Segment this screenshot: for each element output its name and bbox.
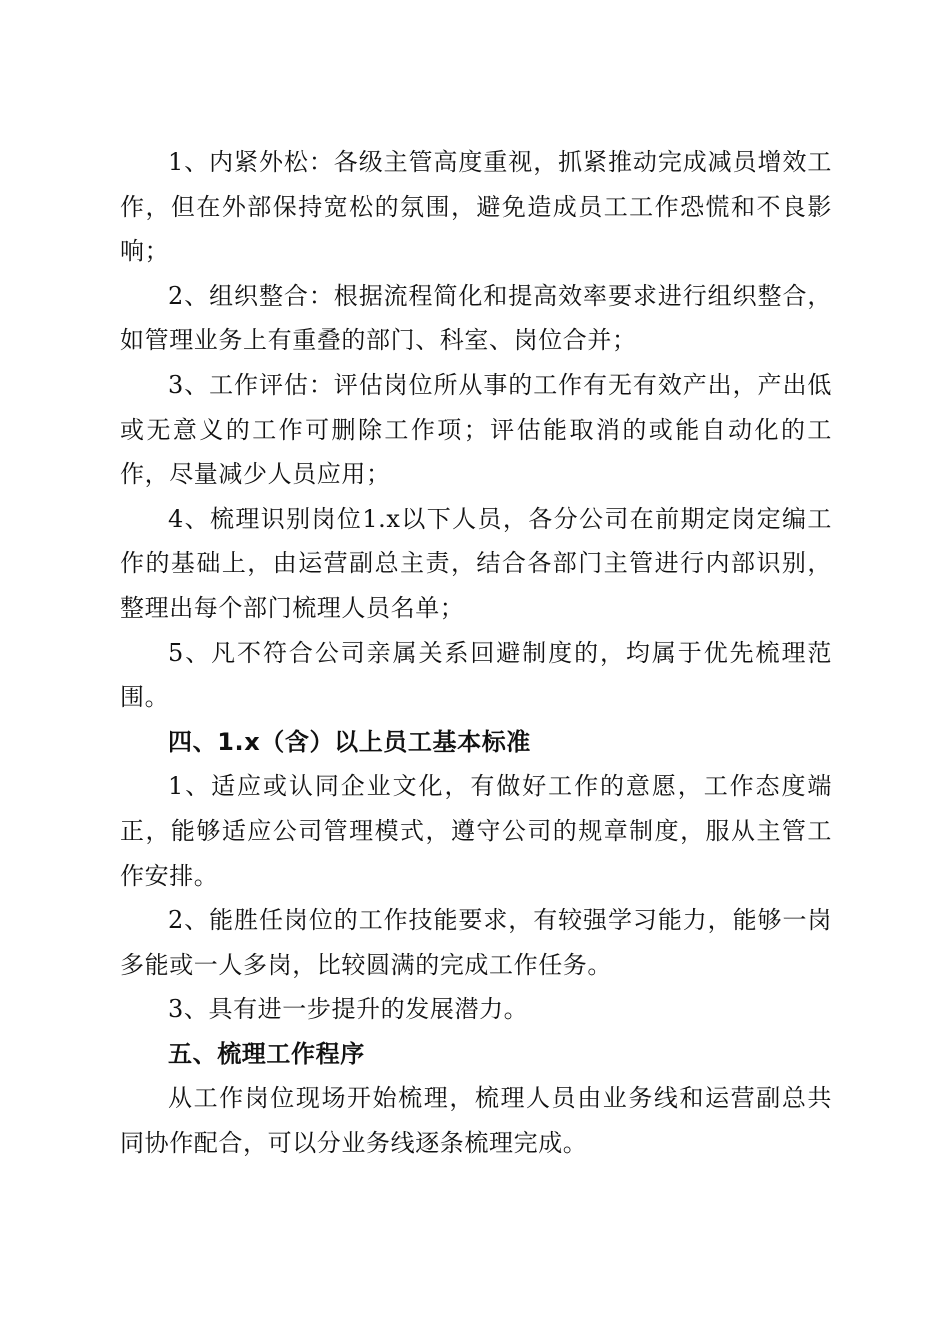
paragraph-job-competence: 2、能胜任岗位的工作技能要求，有较强学习能力，能够一岗多能或一人多岗，比较圆满的完成工作任务。 (120, 906, 832, 979)
paragraph-review-procedure: 从工作岗位现场开始梳理，梳理人员由业务线和运营副总共同协作配合，可以分业务线逐条梳理完成。 (120, 1084, 832, 1158)
section-heading-basic-standards: 四、1.x（含）以上员工基本标准 (168, 727, 531, 756)
paragraph-development-potential: 3、具有进一步提升的发展潜力。 (168, 995, 529, 1024)
paragraph-organization-integration: 2、组织整合：根据流程简化和提高效率要求进行组织整合，如管理业务上有重叠的部门、科室、岗位合并； (120, 281, 832, 355)
paragraph-culture-fit: 1、适应或认同企业文化，有做好工作的意愿，工作态度端正，能够适应公司管理模式，遵守公司的规章制度，服从主管工作安排。 (120, 772, 832, 890)
paragraph-relative-avoidance: 5、凡不符合公司亲属关系回避制度的，均属于优先梳理范围。 (120, 638, 832, 712)
paragraph-work-evaluation: 3、工作评估：评估岗位所从事的工作有无有效产出，产出低或无意义的工作可删除工作项；评估能取消的或能自动化的工作，尽量减少人员应用； (120, 370, 832, 489)
paragraph-internal-tight-external-loose: 1、内紧外松：各级主管高度重视，抓紧推动完成减员增效工作，但在外部保持宽松的氛围，避免造成员工工作恐慌和不良影响； (120, 148, 832, 266)
section-heading-review-procedure: 五、梳理工作程序 (168, 1039, 365, 1068)
paragraph-identify-staff: 4、梳理识别岗位1.x以下人员，各分公司在前期定岗定编工作的基础上，由运营副总主责，结合各部门主管进行内部识别，整理出每个部门梳理人员名单； (120, 504, 832, 622)
document-page (120, 140, 832, 1166)
